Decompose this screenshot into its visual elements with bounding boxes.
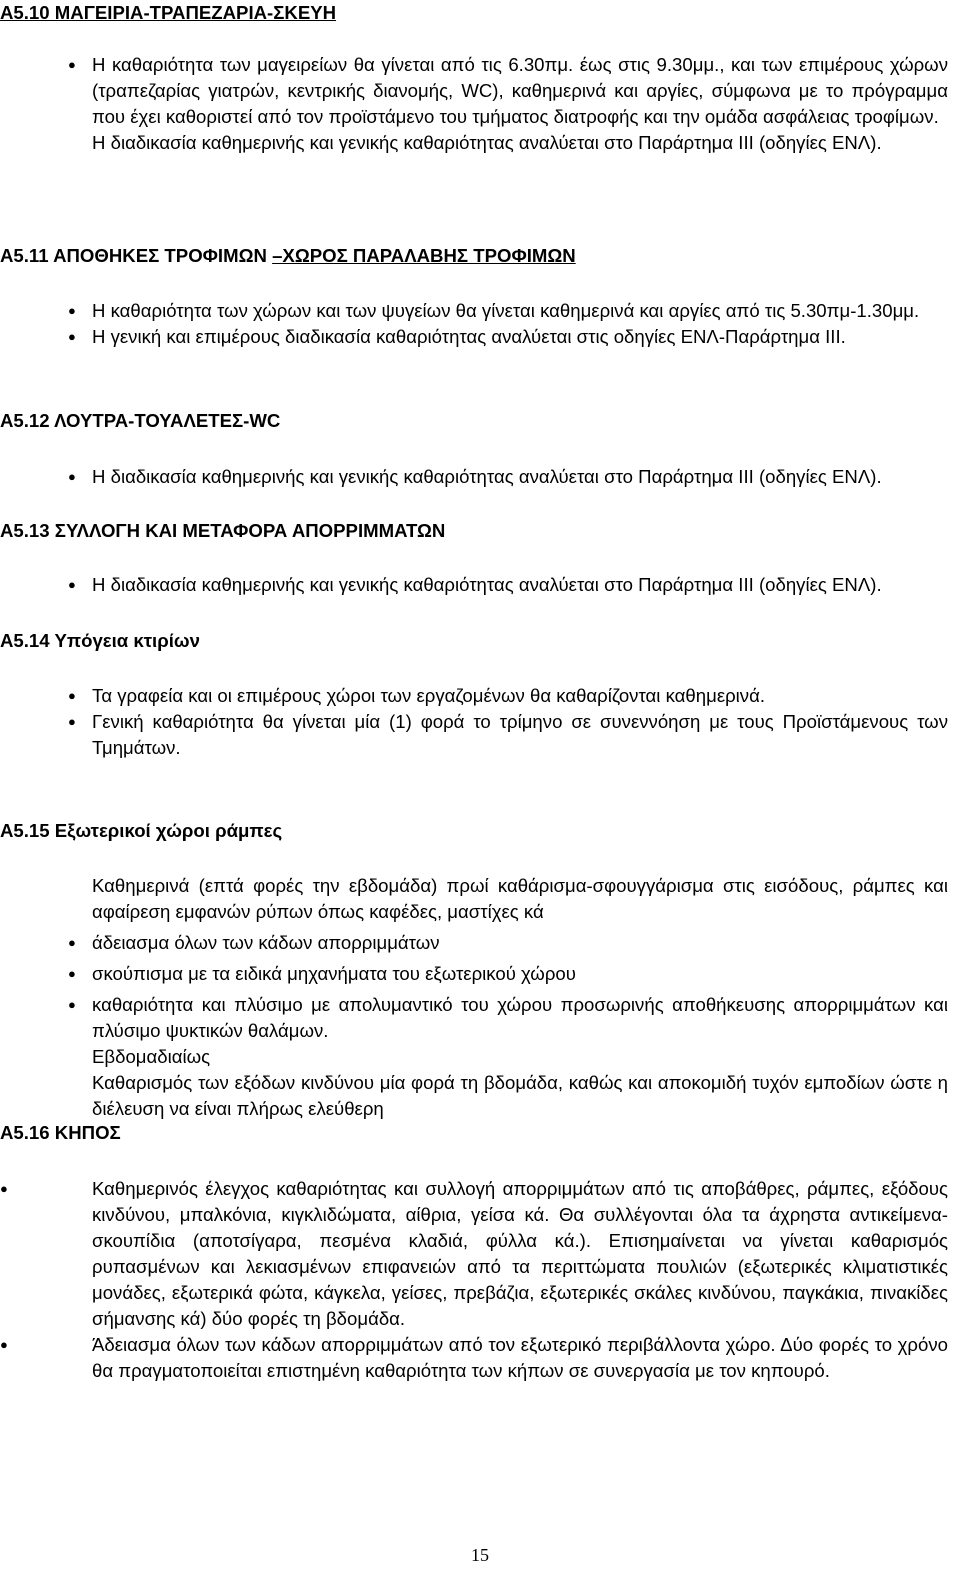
list-item: ● Καθημερινός έλεγχος καθαριότητας και συλλογή απορριμμάτων από τις αποβάθρες, ράμπες, εξόδους κινδύνου, μπαλκόνια, κιγκλιδώματα, αίθρια, γείσα κά. Θα συλλέγονται όλα τα άχρηστα αντικείμενα-σκουπίδια (αποτσίγαρα, πεσμένα κλαδιά, φύλλα κά.). Επισημαίνεται να γίνεται καθαρισμός ρυπασμένων και λεκιασμένων επιφανειών από τα περιττώματα πουλιών (εξωτερικές κλιματιστικές μονάδες, εξωτερικά φώτα, κάγκελα, γείσες, πρεβάζια, εξωτερικές σκάλες κινδύνου, παγκάκια, πινακίδες σήμανσης κά) δύο φορές τη βδομάδα. [0, 1178, 948, 1329]
bullet-icon: ● [68, 469, 76, 484]
bullet-icon: ● [68, 966, 76, 981]
list-item: ● Άδειασμα όλων των κάδων απορριμμάτων από τον εξωτερικό περιβάλλοντα χώρο. Δύο φορές το χρόνο θα πραγματοποιείται επιστημένη καθαριότητα των κήπων σε συνεργασία με τον κηπουρό. [0, 1334, 948, 1381]
section-a5-13-heading: Α5.13 ΣΥΛΛΟΓΗ ΚΑΙ ΜΕΤΑΦΟΡΑ ΑΠΟΡΡΙΜΜΑΤΩΝ [0, 520, 446, 541]
page-number: 15 [471, 1545, 489, 1565]
section-a5-15-body [68, 873, 948, 1122]
bullet-icon: ● [68, 329, 76, 344]
list-item: ● Η γενική και επιμέρους διαδικασία καθαριότητας αναλύεται στις οδηγίες ΕΝΛ-Παράρτημα ΙΙΙ. [92, 324, 948, 350]
section-a5-11-body [68, 298, 948, 350]
bullet-icon: ● [68, 714, 76, 729]
section-a5-14-heading: Α5.14 Υπόγεια κτιρίων [0, 630, 200, 651]
section-a5-11-heading: Α5.11 ΑΠΟΘΗΚΕΣ ΤΡΟΦΙΜΩΝ –ΧΩΡΟΣ ΠΑΡΑΛΑΒΗΣ ΤΡΟΦΙΜΩΝ [0, 245, 576, 266]
section-a5-12-heading: Α5.12 ΛΟΥΤΡΑ-ΤΟΥΑΛΕΤΕΣ-WC [0, 410, 281, 431]
weekly-label: Εβδομαδιαίως [92, 1046, 211, 1067]
section-a5-13-body [68, 572, 948, 598]
list-item: ● σκούπισμα με τα ειδικά μηχανήματα του εξωτερικού χώρου [92, 961, 948, 987]
paragraph: Η διαδικασία καθημερινής και γενικής καθαριότητας αναλύεται στο Παράρτημα ΙΙΙ (οδηγίες ΕΝΛ). [92, 132, 882, 153]
bullet-icon: ● [0, 1337, 8, 1352]
section-a5-10-body [68, 52, 948, 156]
bullet-icon: ● [68, 688, 76, 703]
list-item: ● Η καθαριότητα των μαγειρείων θα γίνεται από τις 6.30πμ. έως στις 9.30μμ., και των επιμέρους χώρων (τραπεζαρίας γιατρών, κεντρικής διανομής, WC), καθημερινά και αργίες, σύμφωνα με το πρόγραμμα που έχει καθοριστεί από τον προϊστάμενο του τμήματος διατροφής και την ομάδα ασφάλειας τροφίμων. [68, 54, 948, 127]
section-a5-15-heading: Α5.15 Εξωτερικοί χώροι ράμπες [0, 820, 283, 841]
list-item: ● καθαριότητα και πλύσιμο με απολυμαντικό του χώρου προσωρινής αποθήκευσης απορριμμάτων και πλύσιμο ψυκτικών θαλάμων. [68, 994, 948, 1041]
section-a5-14-body [68, 683, 948, 761]
list-item: ● Τα γραφεία και οι επιμέρους χώροι των εργαζομένων θα καθαρίζονται καθημερινά. [92, 683, 948, 709]
list-item: ● Η διαδικασία καθημερινής και γενικής καθαριότητας αναλύεται στο Παράρτημα ΙΙΙ (οδηγίες ΕΝΛ). [92, 464, 948, 490]
bullet-icon: ● [68, 57, 76, 72]
list-item: ● Γενική καθαριότητα θα γίνεται μία (1) φορά το τρίμηνο σε συνεννόηση με τους Προϊστάμενους των Τμημάτων. [68, 711, 948, 758]
list-item: ● άδειασμα όλων των κάδων απορριμμάτων [92, 930, 948, 956]
list-item: ● Η διαδικασία καθημερινής και γενικής καθαριότητας αναλύεται στο Παράρτημα ΙΙΙ (οδηγίες ΕΝΛ). [92, 572, 948, 598]
bullet-icon: ● [68, 577, 76, 592]
section-a5-10-heading: Α5.10 ΜΑΓΕΙΡΙΑ-ΤΡΑΠΕΖΑΡΙΑ-ΣΚΕΥΗ [0, 2, 337, 23]
section-a5-16-heading: Α5.16 ΚΗΠΟΣ [0, 1122, 121, 1143]
section-a5-12-body [68, 464, 948, 490]
list-item: ● Η καθαριότητα των χώρων και των ψυγείων θα γίνεται καθημερινά και αργίες από τις 5.30πμ-1.30μμ. [92, 298, 948, 324]
paragraph: Καθαρισμός των εξόδων κινδύνου μία φορά τη βδομάδα, καθώς και αποκομιδή τυχόν εμποδίων ώστε η διέλευση να είναι πλήρως ελεύθερη [92, 1072, 948, 1119]
bullet-icon: ● [68, 935, 76, 950]
bullet-icon: ● [68, 997, 76, 1012]
bullet-icon: ● [68, 303, 76, 318]
section-a5-16-body [0, 1176, 948, 1384]
paragraph: Καθημερινά (επτά φορές την εβδομάδα) πρωί καθάρισμα-σφουγγάρισμα στις εισόδους, ράμπες και αφαίρεση εμφανών ρύπων όπως καφέδες, μαστίχες κά [92, 875, 948, 922]
bullet-icon: ● [0, 1181, 8, 1196]
